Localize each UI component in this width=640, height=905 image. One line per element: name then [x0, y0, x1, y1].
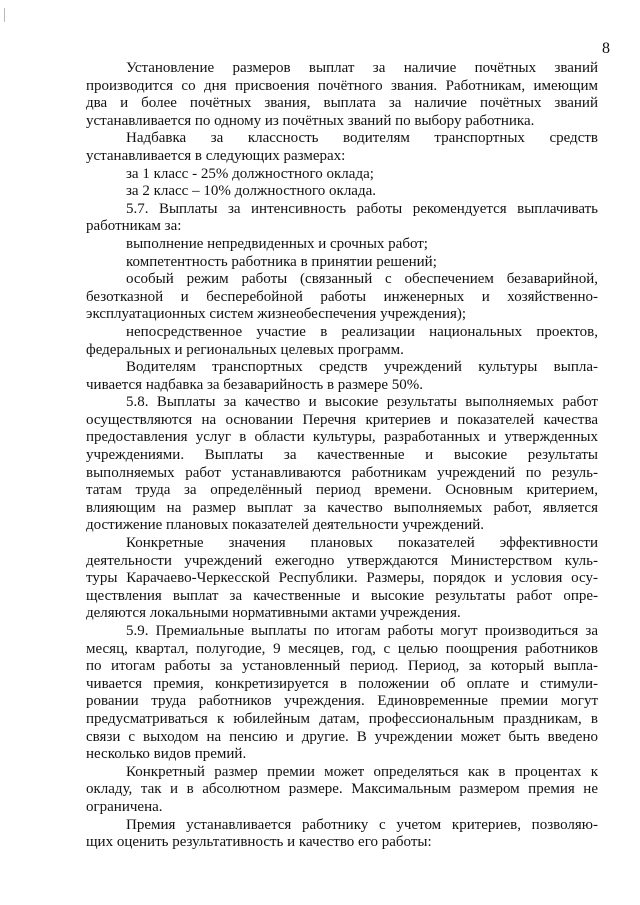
paragraph	[86, 623, 598, 764]
text-line: за 2 класс – 10% должностного оклада.	[126, 183, 376, 200]
text-line: Надбавка за классность водителям транспортных средств	[126, 130, 598, 147]
text-line: достижение плановых показателей деятельности учреждений.	[86, 517, 485, 534]
text-line: татам труда за определённый период времени. Основным критерием,	[86, 482, 598, 499]
page-number: 8	[602, 40, 610, 57]
text-line: 5.8. Выплаты за качество и высокие результаты выполняемых работ	[126, 394, 598, 411]
text-line: предоставления услуг в области культуры, разработанных и утвержденных	[86, 429, 598, 446]
paragraph	[86, 166, 598, 184]
text-line: устанавливается в следующих размерах:	[86, 147, 346, 164]
paragraph	[86, 60, 598, 130]
text-line: месяц, квартал, полугодие, 9 месяцев, год, с целью поощрения работников	[86, 640, 598, 657]
text-line: устанавливается по одному из почётных званий по выбору работника.	[86, 112, 535, 129]
text-line: 5.7. Выплаты за интенсивность работы рекомендуется выплачивать	[126, 200, 598, 217]
text-line: Водителям транспортных средств учреждений культуры выпла-	[126, 359, 598, 376]
text-line: по итогам работы за установленный период. Период, за который выпла-	[86, 658, 598, 675]
text-line: Установление размеров выплат за наличие почётных званий	[126, 60, 598, 76]
paragraph	[86, 764, 598, 817]
text-line: ществления выплат за качественные и высокие результаты работ опре-	[86, 587, 598, 604]
text-line: учреждениями. Выплаты за качественные и высокие результаты	[86, 447, 598, 464]
text-line: особый режим работы (связанный с обеспечением безаварийной,	[126, 271, 598, 288]
text-line: производится со дня присвоения почётного звания. Работникам, имеющим	[86, 77, 598, 94]
scan-edge-mark	[4, 8, 5, 22]
paragraph	[86, 130, 598, 165]
text-line: деляются локальными нормативными актами учреждения.	[86, 605, 461, 622]
text-line: чивается премия, конкретизируется в положении об оплате и стимули-	[86, 675, 598, 692]
text-line: безотказной и бесперебойной работы инженерных и хозяйственно-	[86, 288, 598, 305]
text-line: эксплуатационных систем жизнеобеспечения учреждения);	[86, 306, 467, 323]
text-line: 5.9. Премиальные выплаты по итогам работы могут производиться за	[126, 623, 598, 639]
text-line: ровании труда работников учреждения. Единовременные премии могут	[86, 693, 598, 710]
paragraph	[86, 324, 598, 359]
text-line: деятельности учреждений ежегодно утверждаются Министерством куль-	[86, 552, 598, 569]
text-line: туры Карачаево-Черкесской Республики. Размеры, порядок и условия осу-	[86, 570, 598, 587]
text-line: щих оценить результативность и качество его работы:	[86, 834, 432, 851]
text-line: Конкретные значения плановых показателей эффективности	[126, 535, 598, 552]
text-line: два и более почётных звания, выплата за наличие почётных званий	[86, 95, 598, 112]
text-line: чивается надбавка за безаварийность в размере 50%.	[86, 376, 423, 393]
paragraph	[86, 254, 598, 272]
paragraph	[86, 394, 598, 535]
text-line: федеральных и региональных целевых программ.	[86, 341, 404, 358]
text-line: Конкретный размер премии может определяться как в процентах к	[126, 763, 598, 780]
text-line: Премия устанавливается работнику с учетом критериев, позволяю-	[126, 816, 598, 833]
text-line: компетентность работника в принятии решений;	[126, 253, 437, 270]
text-line: несколько видов премий.	[86, 746, 247, 763]
paragraph	[86, 817, 598, 852]
paragraph	[86, 271, 598, 324]
paragraph	[86, 201, 598, 236]
text-line: связи с выходом на пенсию и другие. В учреждении может быть введено	[86, 728, 598, 745]
text-line: ограничена.	[86, 798, 163, 815]
text-line: выполняемых работ устанавливаются работникам учреждений по резуль-	[86, 464, 598, 481]
paragraph	[86, 535, 598, 623]
paragraph	[86, 359, 598, 394]
text-line: предусматриваться к юбилейным датам, профессиональным праздникам, в	[86, 710, 598, 727]
text-line: выполнение непредвиденных и срочных работ;	[126, 235, 428, 252]
text-line: окладу, так и в абсолютном размере. Максимальным размером премия не	[86, 781, 598, 798]
document-body	[86, 60, 598, 852]
text-line: работникам за:	[86, 218, 182, 235]
paragraph	[86, 183, 598, 201]
text-line: непосредственное участие в реализации национальных проектов,	[126, 323, 598, 340]
text-line: влияющим на размер выплат за качество выполняемых работ, является	[86, 499, 598, 516]
text-line: за 1 класс - 25% должностного оклада;	[126, 165, 374, 182]
text-line: осуществляются на основании Перечня критериев и показателей качества	[86, 411, 598, 428]
paragraph	[86, 236, 598, 254]
